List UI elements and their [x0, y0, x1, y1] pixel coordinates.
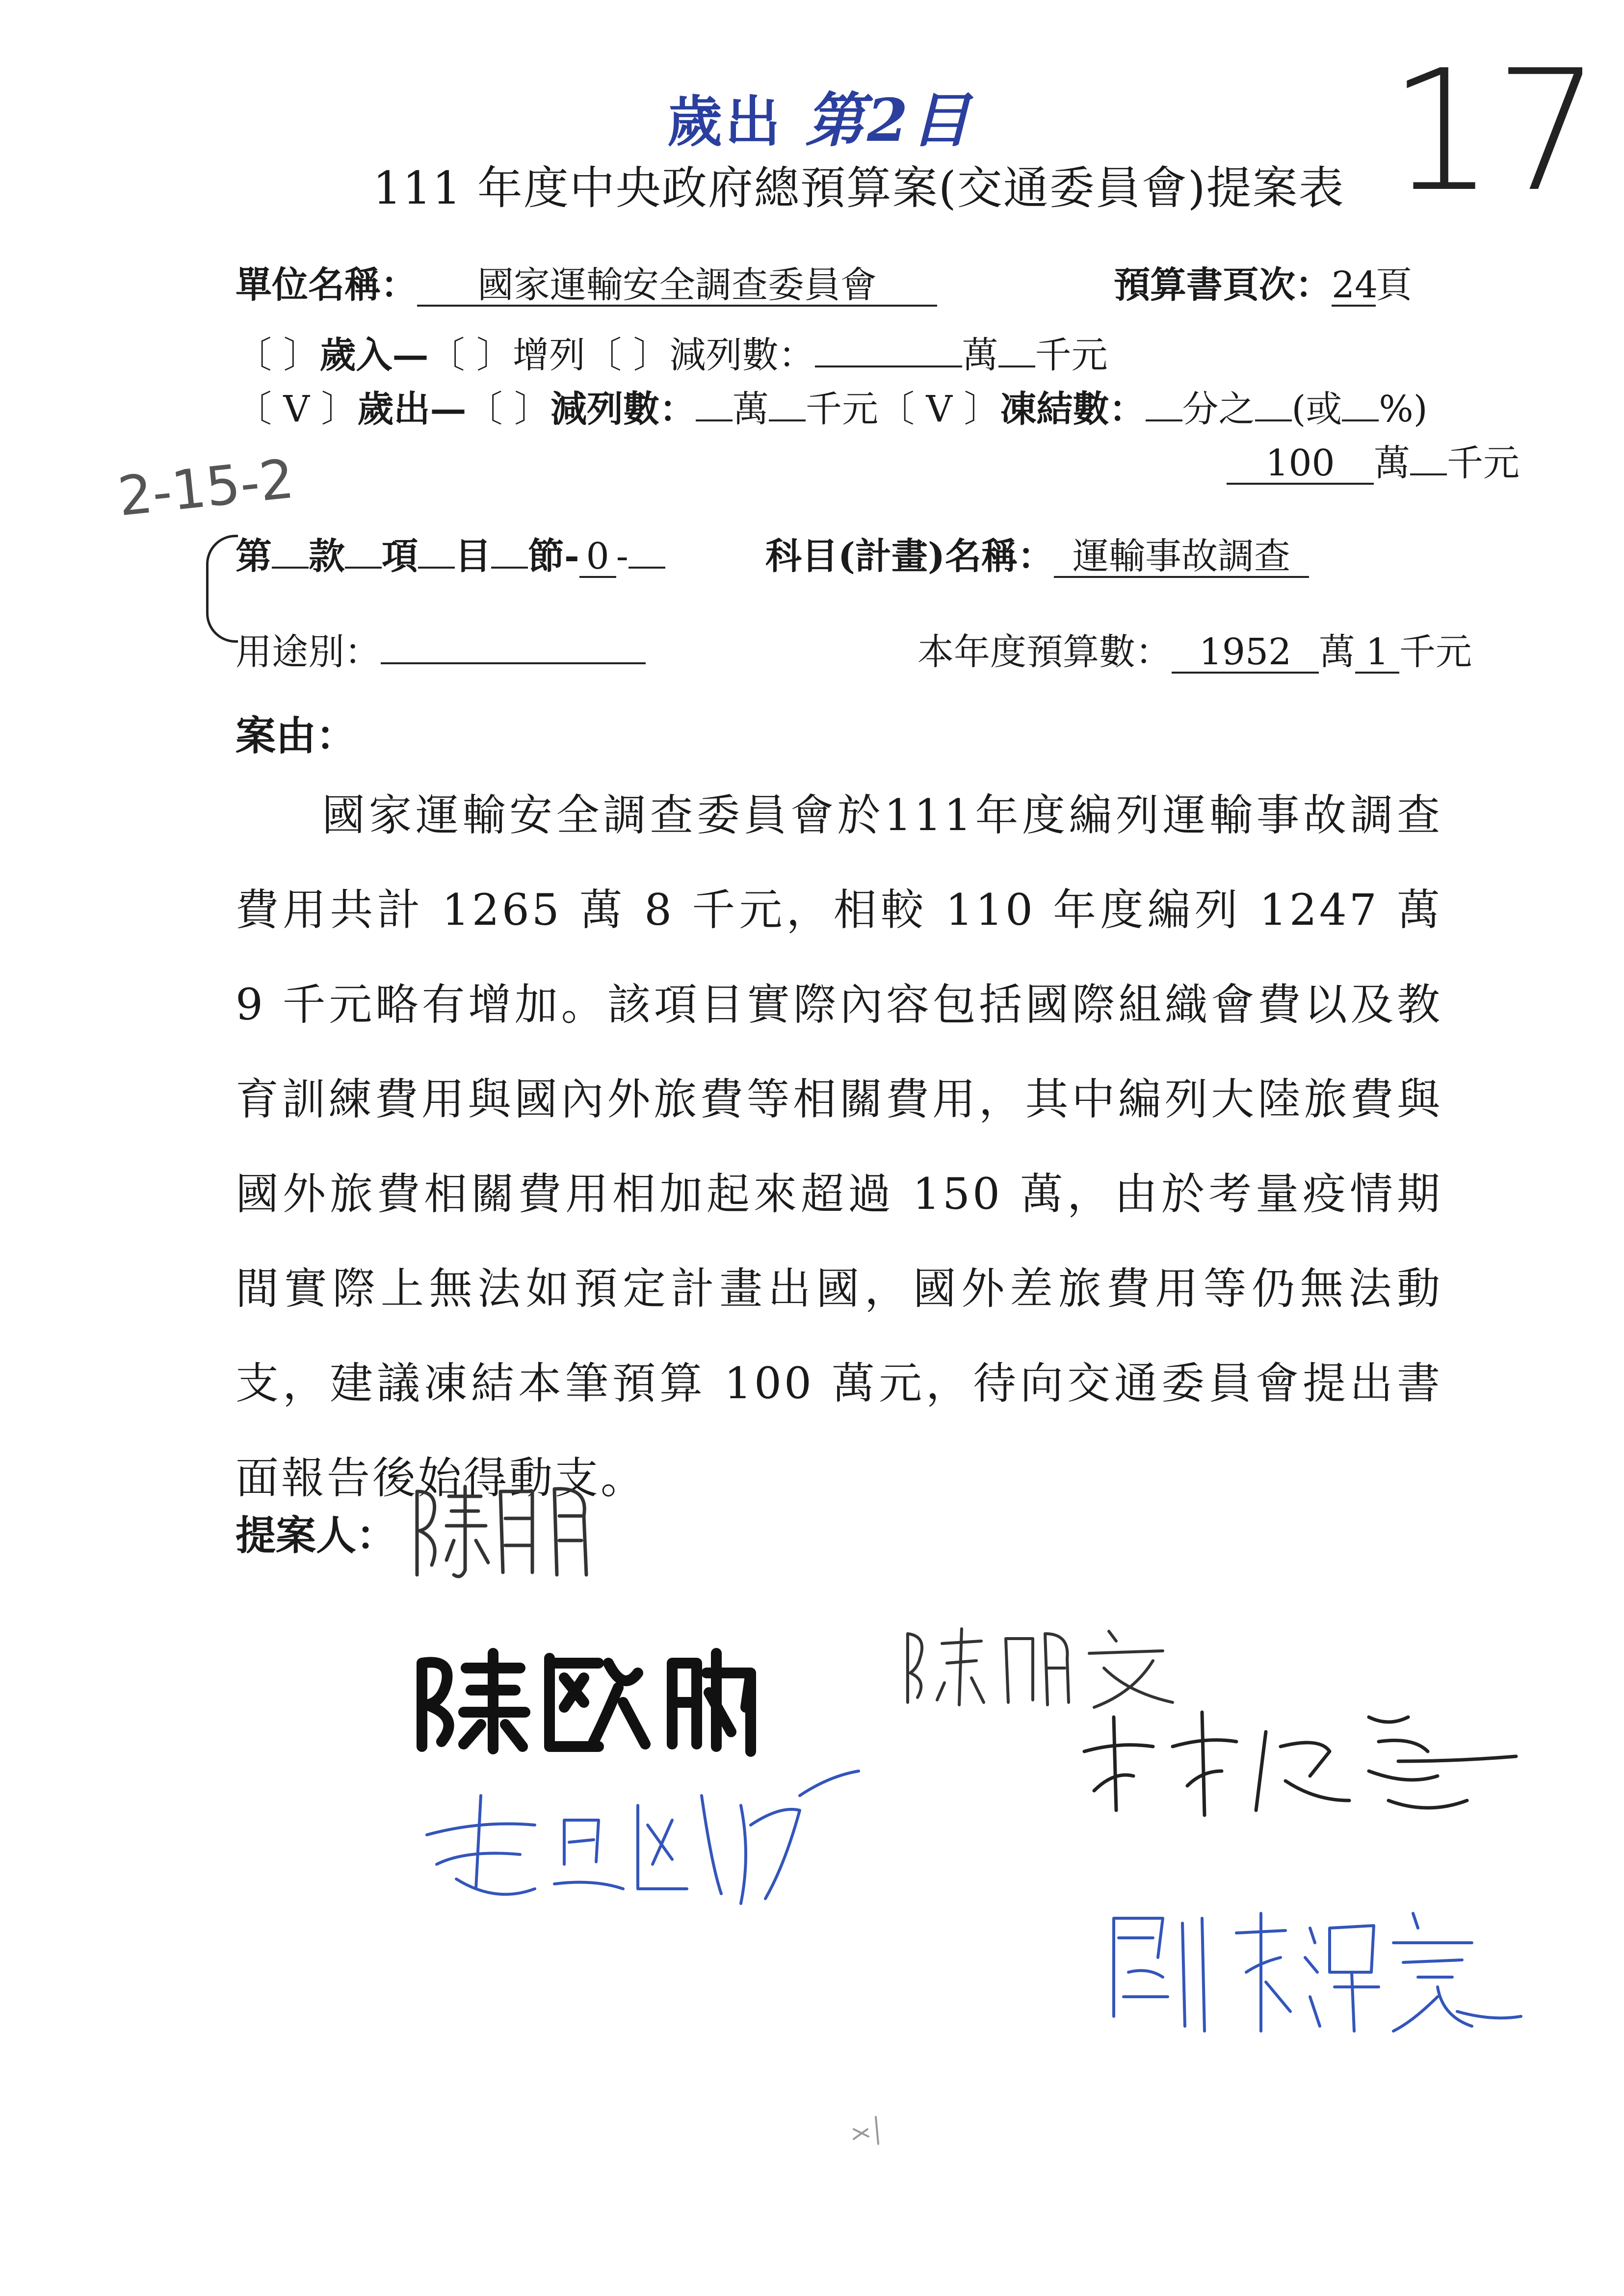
revenue-wan: 萬 [962, 334, 998, 376]
current-qian: 千元 [1399, 631, 1472, 673]
expense-check: 〔 V 〕 [236, 388, 358, 430]
budget-page-unit: 頁 [1376, 264, 1412, 306]
revenue-check: 〔 〕 [236, 334, 320, 376]
form-title: 111 年度中央政府總預算案(交通委員會)提案表 [373, 162, 1345, 214]
reduce-wan-blank [696, 419, 733, 421]
signature-4 [407, 1766, 864, 1923]
signature-2 [407, 1634, 770, 1761]
section-bracket [206, 535, 238, 643]
freeze-denominator-blank [1146, 419, 1182, 421]
proposer-label: 提案人： [236, 1512, 397, 1559]
current-qian-value: 1 [1355, 633, 1399, 674]
revenue-label: 歲入— [319, 334, 429, 376]
handwritten-page-number: 17 [1388, 34, 1601, 229]
unit-label: 單位名稱： [236, 264, 417, 306]
signature-1 [407, 1472, 633, 1590]
revenue-decrease: 〔 〕減列數： [585, 334, 815, 376]
scan-mark [849, 2110, 893, 2149]
budget-page-row [1114, 256, 1412, 308]
freeze-wan-value: 100 [1227, 444, 1374, 485]
use-row [236, 623, 646, 675]
jie-sub-blank [629, 567, 665, 569]
freeze-qian: 千元 [1447, 442, 1519, 484]
reduce-check: 〔 〕 [466, 388, 551, 430]
reduce-label: 減列數： [550, 388, 696, 430]
freeze-label: 凍結數： [1000, 388, 1146, 430]
current-wan: 萬 [1319, 631, 1355, 673]
revenue-wan-blank [815, 365, 962, 367]
freeze-percent: %) [1379, 388, 1428, 430]
signature-6 [1099, 1899, 1526, 2046]
unit-value: 國家運輸安全調查委員會 [417, 266, 937, 307]
unit-row [236, 256, 937, 308]
freeze-numerator-blank [1255, 419, 1292, 421]
reduce-wan: 萬 [733, 388, 769, 430]
reduce-qian: 千元 [806, 388, 879, 430]
expense-row [236, 380, 1428, 432]
use-blank [381, 662, 646, 664]
reduce-qian-blank [769, 419, 806, 421]
revenue-qian-blank [998, 365, 1035, 367]
revenue-qian: 千元 [1035, 334, 1108, 376]
subject-value: 運輸事故調查 [1054, 538, 1309, 578]
mu-blank [418, 567, 455, 569]
freeze-fen-zhi: 分之 [1182, 388, 1255, 430]
freeze-percent-blank [1342, 419, 1379, 421]
jie-label: 節- [528, 535, 579, 577]
budget-page-value: 24 [1332, 264, 1378, 306]
current-wan-value: 1952 [1172, 633, 1319, 674]
current-label: 本年度預算數： [917, 631, 1172, 673]
mu-label: 目 [455, 535, 491, 577]
freeze-check: 〔 V 〕 [878, 388, 1000, 430]
section-row [236, 527, 665, 579]
revenue-increase: 〔 〕增列 [428, 334, 586, 376]
current-budget-row [917, 623, 1472, 675]
jie-value: 0 [579, 538, 616, 578]
freeze-qian-blank [1410, 473, 1447, 475]
jie-dash: - [616, 535, 629, 577]
freeze-amount-row [1227, 434, 1519, 486]
kuan-label: 款 [309, 535, 345, 577]
stamp-title: 歲出 第2目 [667, 86, 973, 155]
use-label: 用途別： [236, 631, 381, 673]
expense-label: 歲出— [357, 388, 467, 430]
subject-label: 科目(計畫)名稱： [765, 535, 1054, 577]
reason-body: 國家運輸安全調查委員會於111年度編列運輸事故調查費用共計 1265 萬 8 千元，相較 110 年度編列 1247 萬 9 千元略有增加。該項目實際內容包括國際組織會費以及教育訓練費用與國內外旅費等相關費用，其中編列大陸旅費與國外旅費相關費用相加起來超過 150 萬，由於考量疫情期間實際上無法如預定計畫出國，國外差旅費用等仍無法動支，建議凍結本筆預算 100 萬元，待向交通委員會提出書面報告後始得動支。 [236, 790, 1442, 1503]
jie-blank [491, 567, 528, 569]
revenue-row [236, 326, 1108, 378]
reason-label: 案由： [236, 712, 357, 759]
di-label: 第 [236, 535, 272, 577]
xiang-blank [345, 567, 382, 569]
signature-5 [1074, 1688, 1526, 1835]
budget-page-label: 預算書頁次： [1114, 264, 1332, 306]
kuan-blank [272, 567, 309, 569]
freeze-huo: (或 [1291, 388, 1342, 430]
margin-note: 2-15-2 [115, 447, 297, 528]
subject-row [765, 527, 1309, 579]
freeze-wan: 萬 [1374, 442, 1410, 484]
xiang-label: 項 [382, 535, 418, 577]
